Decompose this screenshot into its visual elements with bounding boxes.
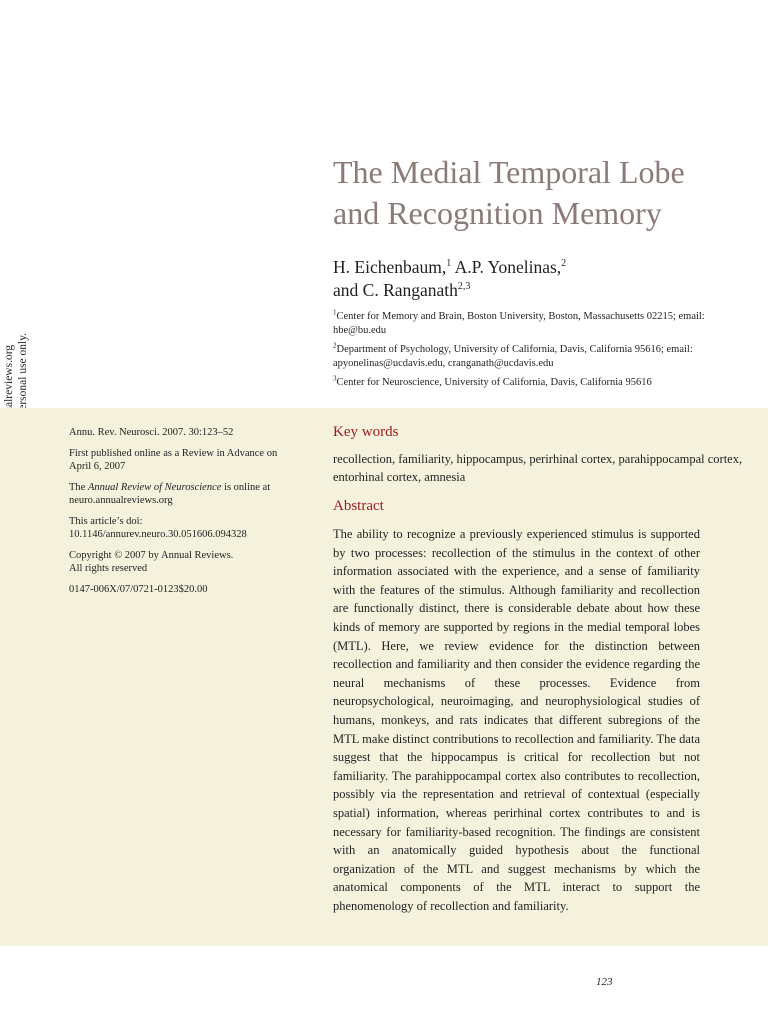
author-eichenbaum: H. Eichenbaum, <box>333 257 447 277</box>
author-yonelinas: A.P. Yonelinas, <box>454 257 562 277</box>
doi-value: 10.1146/annurev.neuro.30.051606.094328 <box>69 529 247 540</box>
affiliation-1 <box>333 310 753 338</box>
issn: 0147-006X/07/0721-0123$20.00 <box>69 584 208 595</box>
affiliation-3-sup: 3 <box>333 374 337 383</box>
doi-label: This article’s doi: <box>69 516 143 527</box>
affiliation-2-text: Department of Psychology, University of California, Davis, California 95616; email: apyonelinas@ucdavis.edu, cranganath@ucdavis.edu <box>333 344 693 369</box>
title-line2: and Recognition Memory <box>333 195 662 231</box>
page-number: 123 <box>596 976 613 988</box>
affiliation-1-sup: 1 <box>333 308 337 317</box>
author-list <box>333 256 753 302</box>
abstract-text: The ability to recognize a previously experienced stimulus is supported by two processes: recollection of the stimulus in the context of other information associated with the experience, and a sense of familiarity with the features of the stimulus. Although familiarity and recollection are functionally distinct, there is considerable debate about how these kinds of memory are supported by regions in the medial temporal lobes (MTL). Here, we review evidence for the distinction between recollection and familiarity and then consider the evidence regarding the neural mechanisms of these processes. Evidence from neuropsychological, neuroimaging, and neurophysiological studies of humans, monkeys, and rats indicates that different subregions of the MTL make distinct contributions to recollection and familiarity. The data suggest that the hippocampus is critical for recollection but not familiarity. The parahippocampal cortex also contributes to recollection, possibly via the representation and retrieval of contextual (especially spatial) information, whereas perirhinal cortex contributes to and is necessary for familiarity-based recognition. The findings are consistent with an anatomically guided hypothesis about the functional organization of the MTL and suggest mechanisms by which the anatomical components of the MTL interact to support the phenomenology of recollection and familiarity. <box>333 527 700 913</box>
authors-line2 <box>333 279 753 302</box>
authors-line1 <box>333 256 753 279</box>
title-line1: The Medial Temporal Lobe <box>333 154 685 190</box>
author-yonelinas-sup: 2 <box>561 258 567 270</box>
article-title <box>333 152 753 234</box>
affiliation-1-text: Center for Memory and Brain, Boston University, Boston, Massachusetts 02215; email: hbe@bu.edu <box>333 311 705 336</box>
rights: All rights reserved <box>69 563 148 574</box>
author-eichenbaum-sup: 1 <box>446 258 452 270</box>
abstract-heading: Abstract <box>333 498 384 514</box>
copyright: Copyright © 2007 by Annual Reviews. All rights reserved <box>69 550 234 574</box>
first-published: First published online as a Review in Advance on April 6, 2007 <box>69 448 278 472</box>
journal-name: Annual Review of Neuroscience <box>87 482 222 493</box>
keywords-heading: Key words <box>333 424 399 440</box>
affiliation-2-sup: 2 <box>333 341 337 350</box>
online-availability: The Annual Review of Neuroscience is online at neuro.annualreviews.org <box>69 482 271 506</box>
publication-info <box>69 426 284 604</box>
author-ranganath: and C. Ranganath <box>333 280 458 300</box>
affiliation-3-text: Center for Neuroscience, University of California, Davis, California 95616 <box>336 377 652 388</box>
author-ranganath-sup: 2,3 <box>457 281 471 293</box>
affiliations <box>333 310 753 395</box>
keywords-text: recollection, familiarity, hippocampus, perirhinal cortex, parahippocampal cortex, entorhinal cortex, amnesia <box>333 452 743 484</box>
affiliation-2 <box>333 343 753 371</box>
citation: Annu. Rev. Neurosci. 2007. 30:123–52 <box>69 427 234 438</box>
doi-block <box>69 515 284 541</box>
affiliation-3 <box>333 376 753 390</box>
